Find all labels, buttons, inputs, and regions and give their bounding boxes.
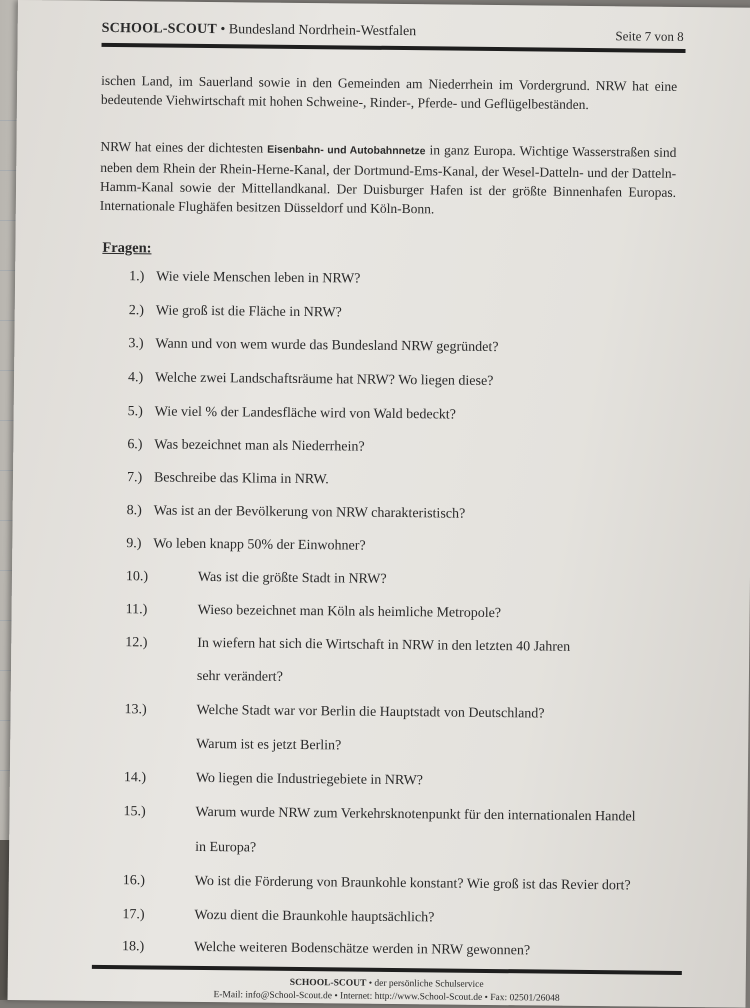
question-text: Wo liegen die Industriegebiete in NRW? [195,770,424,789]
question-number: 16.) [122,873,146,889]
question-number: 6.) [127,437,143,453]
question-text: Warum wurde NRW zum Verkehrsknotenpunkt für den internationalen Handel [195,804,636,825]
document-page [8,0,750,1008]
paragraph-transport [100,137,677,221]
question-number: 13.) [124,702,147,718]
footer-brand: SCHOOL-SCOUT [289,977,367,989]
question-text: In wiefern hat sich die Wirtschaft in NRW in den letzten 40 Jahren [197,635,571,655]
question-text: Was ist an der Bevölkerung von NRW charakteristisch? [153,503,466,522]
question-text: Beschreibe das Klima in NRW. [153,470,329,488]
question-text: Wieso bezeichnet man Köln als heimliche Metropole? [197,602,502,622]
question-text: Wann und von wem wurde das Bundesland NRW gegründet? [155,336,499,356]
questions-heading: Fragen: [102,239,152,257]
header-brand: SCHOOL-SCOUT [101,20,217,38]
header-region: • Bundesland Nordrhein-Westfalen [216,22,417,40]
question-text: Wie groß ist die Fläche in NRW? [155,303,342,321]
question-text: Wo ist die Förderung von Braunkohle konstant? Wie groß ist das Revier dort? [194,873,631,894]
question-text: Wo leben knapp 50% der Einwohner? [153,536,366,554]
question-number: 10.) [125,569,149,585]
paragraph-agriculture: ischen Land, im Sauerland sowie in den Gemeinden am Niederrhein im Vordergrund. NRW hat eine bedeutende Viehwirtschaft mit hohen Schweine-, Rinder-, Pferde- und Geflügelbeständen. [100,72,678,112]
question-number: 12.) [125,635,148,651]
question-text: Welche weiteren Bodenschätze werden in NRW gewonnen? [194,939,531,959]
paragraph-transport-start: NRW hat eines der dichtesten [100,138,268,156]
question-number: 17.) [122,907,145,923]
question-number: 18.) [122,939,145,955]
page-number: Seite 7 von 8 [615,28,684,44]
question-continuation: in Europa? [195,839,257,856]
question-number: 5.) [127,404,143,420]
footer-contact: E-Mail: info@School-Scout.de • Internet: http://www.School-Scout.de • Fax: 02501/26048 [213,990,560,1004]
footer-tagline: • der persönliche Schulservice [366,978,484,990]
question-number: 11.) [125,602,148,618]
question-continuation: sehr verändert? [196,668,283,685]
question-continuation: Warum ist es jetzt Berlin? [196,736,342,754]
question-text: Wozu dient die Braunkohle hauptsächlich? [194,907,435,926]
question-number: 7.) [126,470,143,486]
question-text: Was ist die größte Stadt in NRW? [197,569,387,587]
question-text: Was bezeichnet man als Niederrhein? [154,437,365,455]
question-text: Welche zwei Landschaftsräume hat NRW? Wo liegen diese? [154,370,494,389]
paragraph-transport-end: in ganz Europa. Wichtige Wasserstraßen sind neben dem Rhein der Rhein-Herne-Kanal, der Dortmund-Ems-Kanal, der Wesel-Datteln- und der Datteln-Hamm-Kanal sowie der Mittellandkanal. Der Duisburger Hafen ist der größte Binnenhafen Europas. Internationale Flughäfen besitzen Düsseldorf und Köln-Bonn. [99,142,677,217]
question-number: 4.) [127,370,144,386]
question-text: Wie viele Menschen leben in NRW? [156,269,361,287]
question-number: 1.) [129,269,145,285]
question-number: 14.) [123,770,147,786]
question-number: 15.) [123,804,146,820]
page-footer [92,975,682,1007]
question-number: 8.) [126,503,142,519]
question-text: Wie viel % der Landesfläche wird von Wald bedeckt? [154,404,457,423]
footer-rule [92,965,682,975]
question-number: 2.) [128,303,145,319]
question-number: 3.) [128,336,144,352]
question-text: Welche Stadt war vor Berlin die Hauptstadt von Deutschland? [196,702,545,722]
paragraph-transport-bold: Eisenbahn- und Autobahnnetze [267,143,426,158]
question-number: 9.) [126,536,142,552]
